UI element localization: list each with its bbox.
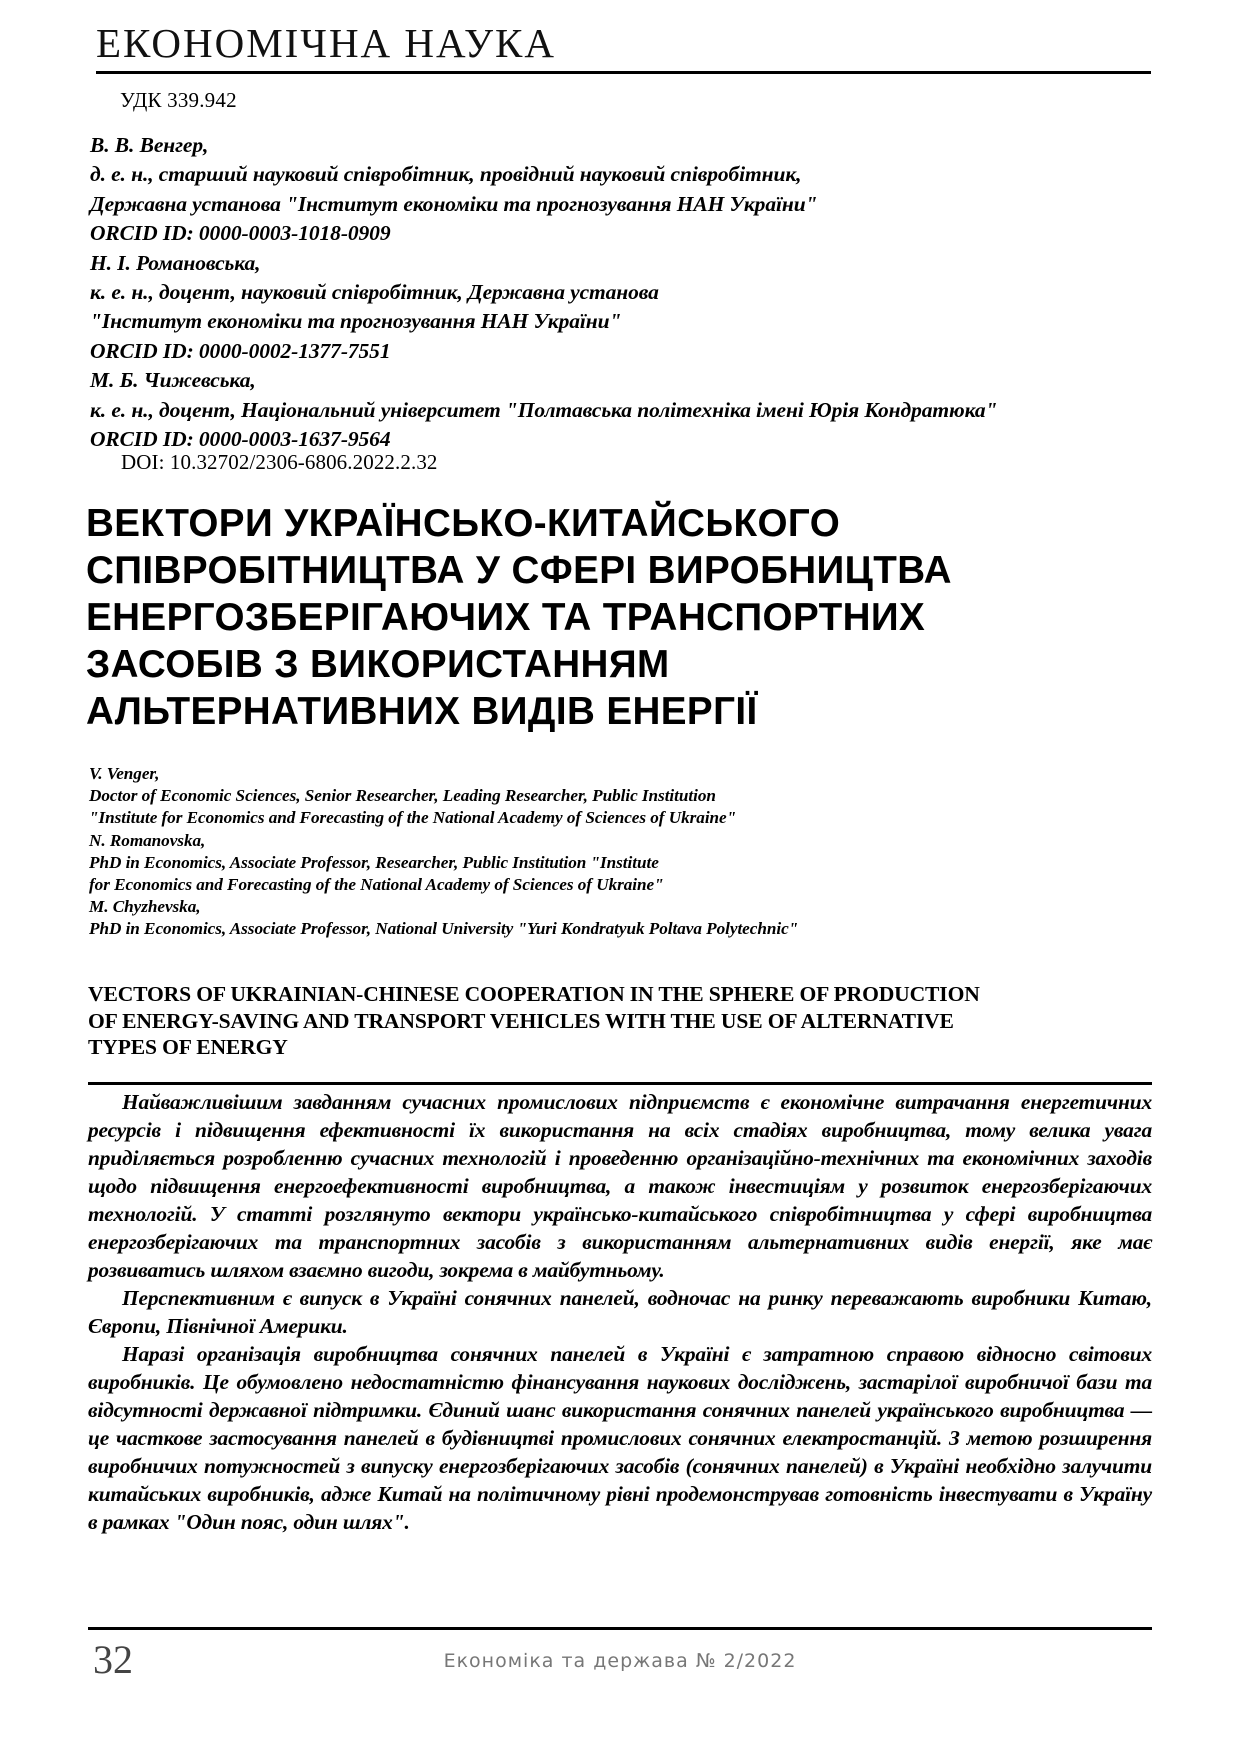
author-line: "Інститут економіки та прогнозування НАН України" [90,309,622,334]
author-line: M. Chyzhevska, [89,897,201,917]
title-line: OF ENERGY-SAVING AND TRANSPORT VEHICLES WITH THE USE OF ALTERNATIVE [88,1008,954,1033]
orcid-id: ORCID ID: 0000-0003-1637-9564 [90,427,391,452]
title-line: VECTORS OF UKRAINIAN-CHINESE COOPERATION IN THE SPHERE OF PRODUCTION [88,982,980,1006]
title-line: ВЕКТОРИ УКРАЇНСЬКО-КИТАЙСЬКОГО [86,502,841,545]
authors-ukrainian-block [90,131,1150,454]
author-line: V. Venger, [89,764,160,783]
author-line: Державна установа "Інститут економіки та прогнозування НАН України" [90,191,818,216]
udc-code: УДК 339.942 [120,88,237,112]
abstract-paragraph: Наразі організація виробництва сонячних панелей в Україні є затратною справою відносно світових виробників. Це обумовлено недостатністю фінансування наукових досліджень, застарілої виробничої бази та відсутності державної підтримки. Єдиний шанс використання сонячних панелей українського виробництва — це часткове застосування панелей в будівництві промислових сонячних електростанцій. З метою розширення виробничих потужностей з випуску енергозберігаючих засобів (сонячних панелей) в Україні необхідно залучити китайських виробників, адже Китай на політичному рівні продемонстрував готовність інвестувати в Україну в рамках "Один пояс, один шлях". [88,1342,1152,1534]
title-line: ЗАСОБІВ З ВИКОРИСТАННЯМ [86,643,670,686]
doi-line: DOI: 10.32702/2306-6806.2022.2.32 [121,450,438,474]
author-line: N. Romanovska, [89,830,206,850]
running-head-divider [96,71,1151,74]
abstract-paragraph: Найважливішим завданням сучасних промислових підприємств є економічне витрачання енергетичних ресурсів і підвищення ефективності їх використання на всіх стадіях виробництва, тому велика увага приділяється розробленню сучасних технологій і проведенню організаційно-технічних та економічних заходів щодо підвищення енергоефективності виробництва, а також інвестиціям у розвиток енергозберігаючих технологій. У статті розглянуто вектори українсько-китайського співробітництва у сфері виробництва енергозберігаючих та транспортних засобів з використанням альтернативних видів енергії, яке має розвиватись шляхом взаємно вигоди, зокрема в майбутньому. [88,1090,1152,1282]
authors-english-block [89,763,1149,941]
author-line: М. Б. Чижевська, [90,368,256,393]
abstract-block [88,1088,1152,1536]
title-line: ЕНЕРГОЗБЕРІГАЮЧИХ ТА ТРАНСПОРТНИХ [86,596,926,639]
author-line: PhD in Economics, Associate Professor, National University "Yuri Kondratyuk Poltava Polytechnic" [89,919,799,939]
author-line: Doctor of Economic Sciences, Senior Researcher, Leading Researcher, Public Institution [89,786,716,806]
author-line: д. е. н., старший науковий співробітник, провідний науковий співробітник, [90,162,802,187]
author-line: "Institute for Economics and Forecasting of the National Academy of Sciences of Ukraine" [89,808,737,828]
orcid-id: ORCID ID: 0000-0002-1377-7551 [90,338,391,363]
title-line: СПІВРОБІТНИЦТВА У СФЕРІ ВИРОБНИЦТВА [86,549,952,592]
title-line: TYPES OF ENERGY [88,1035,288,1060]
author-line: Н. І. Романовська, [90,250,261,275]
author-line: к. е. н., доцент, науковий співробітник, Державна установа [90,280,659,305]
author-line: к. е. н., доцент, Національний університет "Полтавська політехніка імені Юрія Кондратюка" [90,397,998,422]
footer-divider [88,1627,1152,1630]
author-line: PhD in Economics, Associate Professor, Researcher, Public Institution "Institute [89,852,659,872]
running-head: ЕКОНОМІЧНА НАУКА [96,20,557,66]
page-number: 32 [93,1637,133,1682]
page-title [86,500,1155,735]
running-head-block [96,22,1151,74]
orcid-id: ORCID ID: 0000-0003-1018-0909 [90,221,391,246]
journal-reference: Економіка та держава № 2/2022 [443,1650,797,1672]
author-line: for Economics and Forecasting of the National Academy of Sciences of Ukraine" [89,875,664,895]
title-line: АЛЬТЕРНАТИВНИХ ВИДІВ ЕНЕРГІЇ [86,690,758,733]
abstract-paragraph: Перспективним є випуск в Україні сонячних панелей, водночас на ринку переважають виробники Китаю, Європи, Північної Америки. [88,1286,1152,1338]
abstract-top-divider [88,1082,1152,1085]
author-line: В. В. Венгер, [90,133,209,157]
page-title-english [88,981,1158,1061]
